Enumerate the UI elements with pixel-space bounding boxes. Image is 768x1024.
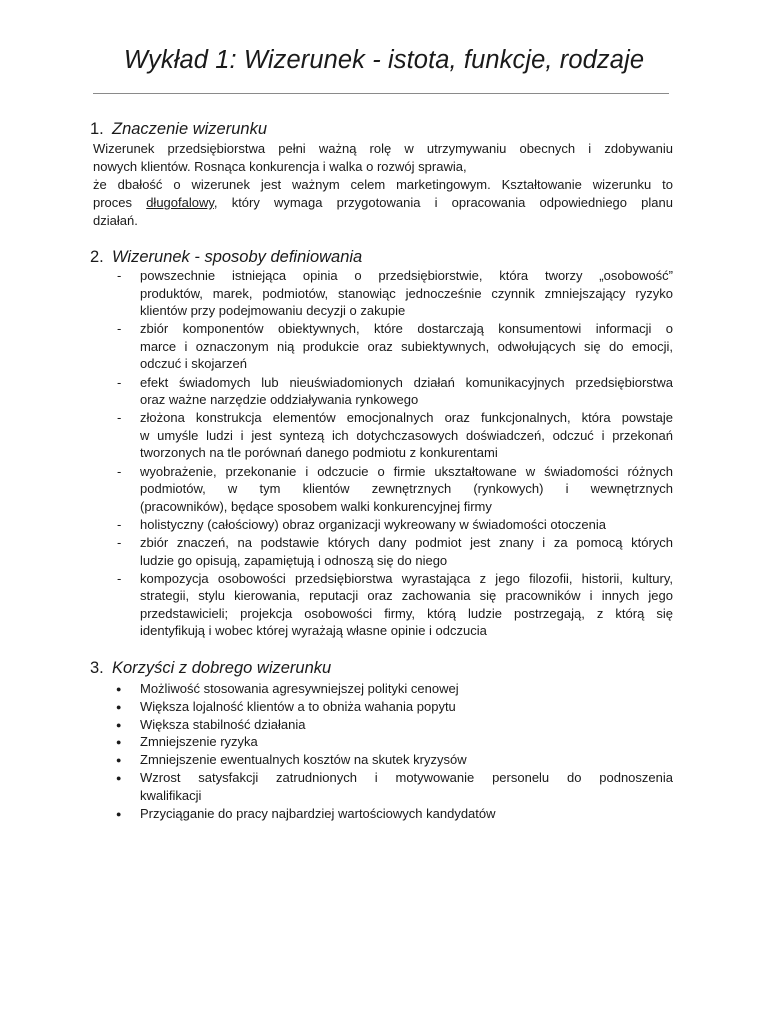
list-item-line: złożona konstrukcja elementów emocjonalnych oraz funkcjonalnych, która powstaje [140,410,673,426]
list-item-line: (pracowników), będące sposobem walki konkurencyjnej firmy [140,498,492,514]
paragraph-fragment: proces [93,195,147,210]
bullet-marker: ● [116,755,122,766]
list-item-line: marce i oznaczonym nią produkcie oraz subiektywnych, odwołujących się do emocji, [140,338,673,354]
dash-marker: - [117,321,122,337]
list-item-text [140,374,673,409]
paragraph-line: że dbałość o wizerunek jest ważnym celem marketingowym. Kształtowanie wizerunku to [93,177,673,192]
list-item-line: kwalifikacji [140,787,202,803]
section-number: 2. [90,248,104,266]
list-item-text [140,409,673,462]
list-item-line: powszechnie istniejąca opinia o przedsiębiorstwie, która tworzy „osobowość” [140,268,673,283]
list-item-text [140,805,673,823]
paragraph-line: nowych klientów. Rosnąca konkurencja i walka o rozwój sprawia, [93,159,467,174]
list-item-line: podmiotów, w tym klientów zewnętrznych (rynkowych) i wewnętrznych [140,481,673,497]
list-item-text [140,267,673,320]
title-divider [93,93,669,94]
list-item-line: kompozycja osobowości przedsiębiorstwa wyrastająca z jego filozofii, historii, kultury, [140,570,673,586]
section-paragraph [93,140,673,230]
paragraph-line: Wizerunek przedsiębiorstwa pełni ważną rolę w utrzymywaniu obecnych i zdobywaniu [93,141,673,156]
dash-marker: - [117,570,122,586]
paragraph-line: działań. [93,213,138,228]
list-item-line: zbiór komponentów obiektywnych, które dostarczają konsumentowi informacji o [140,321,673,337]
list-item-text [140,320,673,373]
dash-marker: - [117,410,122,426]
bullet-marker: ● [116,808,122,819]
bullet-marker: ● [116,684,122,694]
list-item-line: holistyczny (całościowy) obraz organizacji wykreowany w świadomości otoczenia [140,517,607,533]
list-item-line: Możliwość stosowania agresywniejszej polityki cenowej [140,681,459,696]
list-item-text [140,534,673,569]
dash-marker: - [117,374,122,390]
list-item-text [140,751,673,769]
list-item-text [140,769,673,804]
list-item-line: Zmniejszenie ryzyka [140,734,258,750]
list-item-line: oraz ważne narzędzie oddziaływania rynkowego [140,392,419,408]
list-item-line: strategii, stylu kierowania, reputacji oraz zachowania się pracowników i innych jego [140,588,673,604]
section-heading [90,120,267,139]
list-item-line: efekt świadomych lub nieuświadomionych działań komunikacyjnych przedsiębiorstwa [140,374,673,390]
list-item-line: tworzonych na tle porównań danego podmiotu z konkurentami [140,445,498,461]
list-item-text [140,733,673,751]
list-item-line: Wzrost satysfakcji zatrudnionych i motywowanie personelu do podnoszenia [140,770,673,785]
list-item-line: w umyśle ludzi i jest syntezą ich dotychczasowych doświadczeń, odczuć i przekonań [140,427,673,443]
bullet-marker: ● [116,773,122,783]
section-heading [90,248,362,267]
list-item-line: Większa lojalność klientów a to obniża wahania popytu [140,698,456,714]
list-item-text [140,716,673,734]
list-item-text [140,463,673,516]
list-item-text [140,680,673,698]
dash-marker: - [117,535,122,550]
dash-marker: - [117,268,122,283]
bullet-marker: ● [116,701,122,712]
list-item-line: zbiór znaczeń, na podstawie których dany podmiot jest znany i za pomocą których [140,535,673,550]
list-item-line: Przyciąganie do pracy najbardziej wartościowych kandydatów [140,805,496,821]
section-number: 1. [90,120,104,138]
list-item-line: identyfikują i wobec której wyrażają własne opinie i odczucia [140,623,487,639]
document-title: Wykład 1: Wizerunek - istota, funkcje, rodzaje [123,46,645,74]
section-number: 3. [90,659,104,677]
paragraph-fragment: , który wymaga przygotowania i opracowania odpowiedniego planu [213,195,673,210]
list-item-line: Zmniejszenie ewentualnych kosztów na skutek kryzysów [140,752,467,768]
bullet-marker: ● [116,719,122,730]
list-item-line: Większa stabilność działania [140,716,306,732]
list-item-line: produktów, marek, podmiotów, stanowiąc jednocześnie czynnik zmniejszający ryzyko [140,285,673,301]
section-heading [90,659,331,678]
list-item-text [140,516,673,534]
list-item-text [140,698,673,716]
section-title: Znaczenie wizerunku [112,120,267,138]
list-item-line: odczuć i skojarzeń [140,356,247,372]
list-item-line: wyobrażenie, przekonanie i odczucie o firmie ukształtowane w świadomości różnych [140,463,673,479]
bullet-marker: ● [116,737,122,748]
paragraph-line [93,194,673,212]
section-title: Wizerunek - sposoby definiowania [112,248,363,266]
underlined-term: długofalowy [146,195,214,210]
list-item-text [140,570,673,640]
list-item-line: przedstawicieli; projekcja osobowości firmy, którą ludzie postrzegają, z którą się [140,605,673,621]
list-item-line: ludzie go opisują, zapamiętują i odnoszą się do niego [140,552,448,568]
dash-marker: - [117,463,122,479]
dash-marker: - [117,517,122,533]
section-title: Korzyści z dobrego wizerunku [112,659,332,677]
list-item-line: klientów przy podejmowaniu decyzji o zakupie [140,303,406,318]
